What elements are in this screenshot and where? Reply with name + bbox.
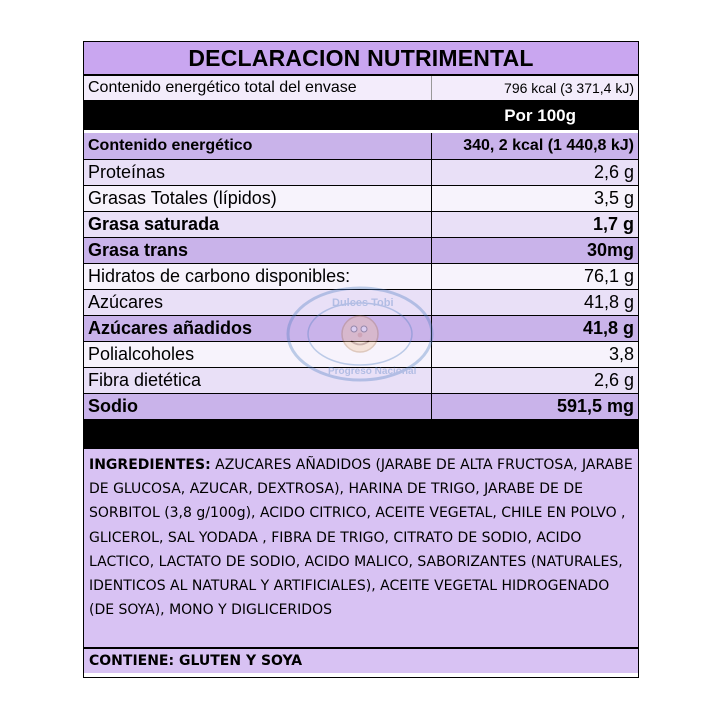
- nutrient-value: 41,8 g: [582, 318, 634, 338]
- energy-total-label: Contenido energético total del envase: [84, 76, 432, 100]
- nutrient-value: 41,8 g: [583, 292, 634, 312]
- nutrient-value: 3,8: [608, 344, 634, 364]
- nutrient-row-sugars: [84, 290, 638, 316]
- nutrient-row-polyols: [84, 342, 638, 368]
- nutrient-row-proteins: [84, 160, 638, 186]
- nutrient-row-energy: [84, 133, 638, 160]
- label-title: DECLARACION NUTRIMENTAL: [84, 42, 638, 76]
- ingredients-section: [84, 447, 638, 649]
- watermark-top-text: Dulces Tobi: [332, 297, 394, 309]
- nutrient-value: 3,5 g: [593, 188, 634, 208]
- nutrient-row-trans-fat: [84, 238, 638, 264]
- nutrient-label: Azúcares: [84, 290, 432, 315]
- per-100g-header: Por 100g: [84, 101, 638, 130]
- nutrient-label: Grasa trans: [84, 238, 432, 263]
- nutrient-label: Contenido energético: [84, 133, 432, 159]
- allergen-statement: CONTIENE: GLUTEN Y SOYA: [84, 649, 638, 673]
- ingredients-heading: INGREDIENTES:: [89, 457, 211, 473]
- nutrient-row-total-fat: [84, 186, 638, 212]
- nutrient-row-sodium: [84, 394, 638, 420]
- nutrient-label: Grasas Totales (lípidos): [84, 186, 432, 211]
- nutrient-label: Azúcares añadidos: [84, 316, 432, 341]
- nutrient-label: Sodio: [84, 394, 432, 419]
- nutrient-label: Fibra dietética: [84, 368, 432, 393]
- nutrient-value: 2,6 g: [593, 370, 634, 390]
- watermark-bottom-text: Progreso Nacional: [328, 366, 417, 377]
- nutrient-row-carbohydrates: [84, 264, 638, 290]
- nutrient-label: Grasa saturada: [84, 212, 432, 237]
- nutrient-label: Proteínas: [84, 160, 432, 185]
- nutrient-value: 340, 2 kcal (1 440,8 kJ): [463, 137, 634, 154]
- nutrient-value: 1,7 g: [592, 214, 634, 234]
- energy-total-row: [84, 76, 638, 101]
- nutrient-label: Polialcoholes: [84, 342, 432, 367]
- nutrition-label: [83, 41, 639, 678]
- energy-total-value: 796 kcal (3 371,4 kJ): [504, 80, 634, 96]
- nutrient-value: 30mg: [586, 240, 634, 260]
- nutrient-value: 591,5 mg: [556, 396, 634, 416]
- nutrient-row-added-sugars: [84, 316, 638, 342]
- nutrient-value: 76,1 g: [583, 266, 634, 286]
- separator-band: [84, 420, 638, 447]
- nutrient-value: 2,6 g: [593, 162, 634, 182]
- ingredients-text: AZUCARES AÑADIDOS (JARABE DE ALTA FRUCTOSA, JARABE DE GLUCOSA, AZUCAR, DEXTROSA), HARINA DE TRIGO, JARABE DE DE SORBITOL (3,8 g/100g), ACIDO CITRICO, ACEITE VEGETAL, CHILE EN POLVO , GLICEROL, SAL YODADA , FIBRA DE TRIGO, CITRATO DE SODIO, ACIDO LACTICO, LACTATO DE SODIO, ACIDO MALICO, SABORIZANTES (NATURALES, IDENTICOS AL NATURAL Y ARTIFICIALES), ACEITE VEGETAL HIDROGENADO (DE SOYA), MONO Y DIGLICERIDOS: [89, 457, 633, 619]
- nutrient-row-saturated-fat: [84, 212, 638, 238]
- nutrient-label: Hidratos de carbono disponibles:: [84, 264, 432, 289]
- nutrient-row-fiber: [84, 368, 638, 394]
